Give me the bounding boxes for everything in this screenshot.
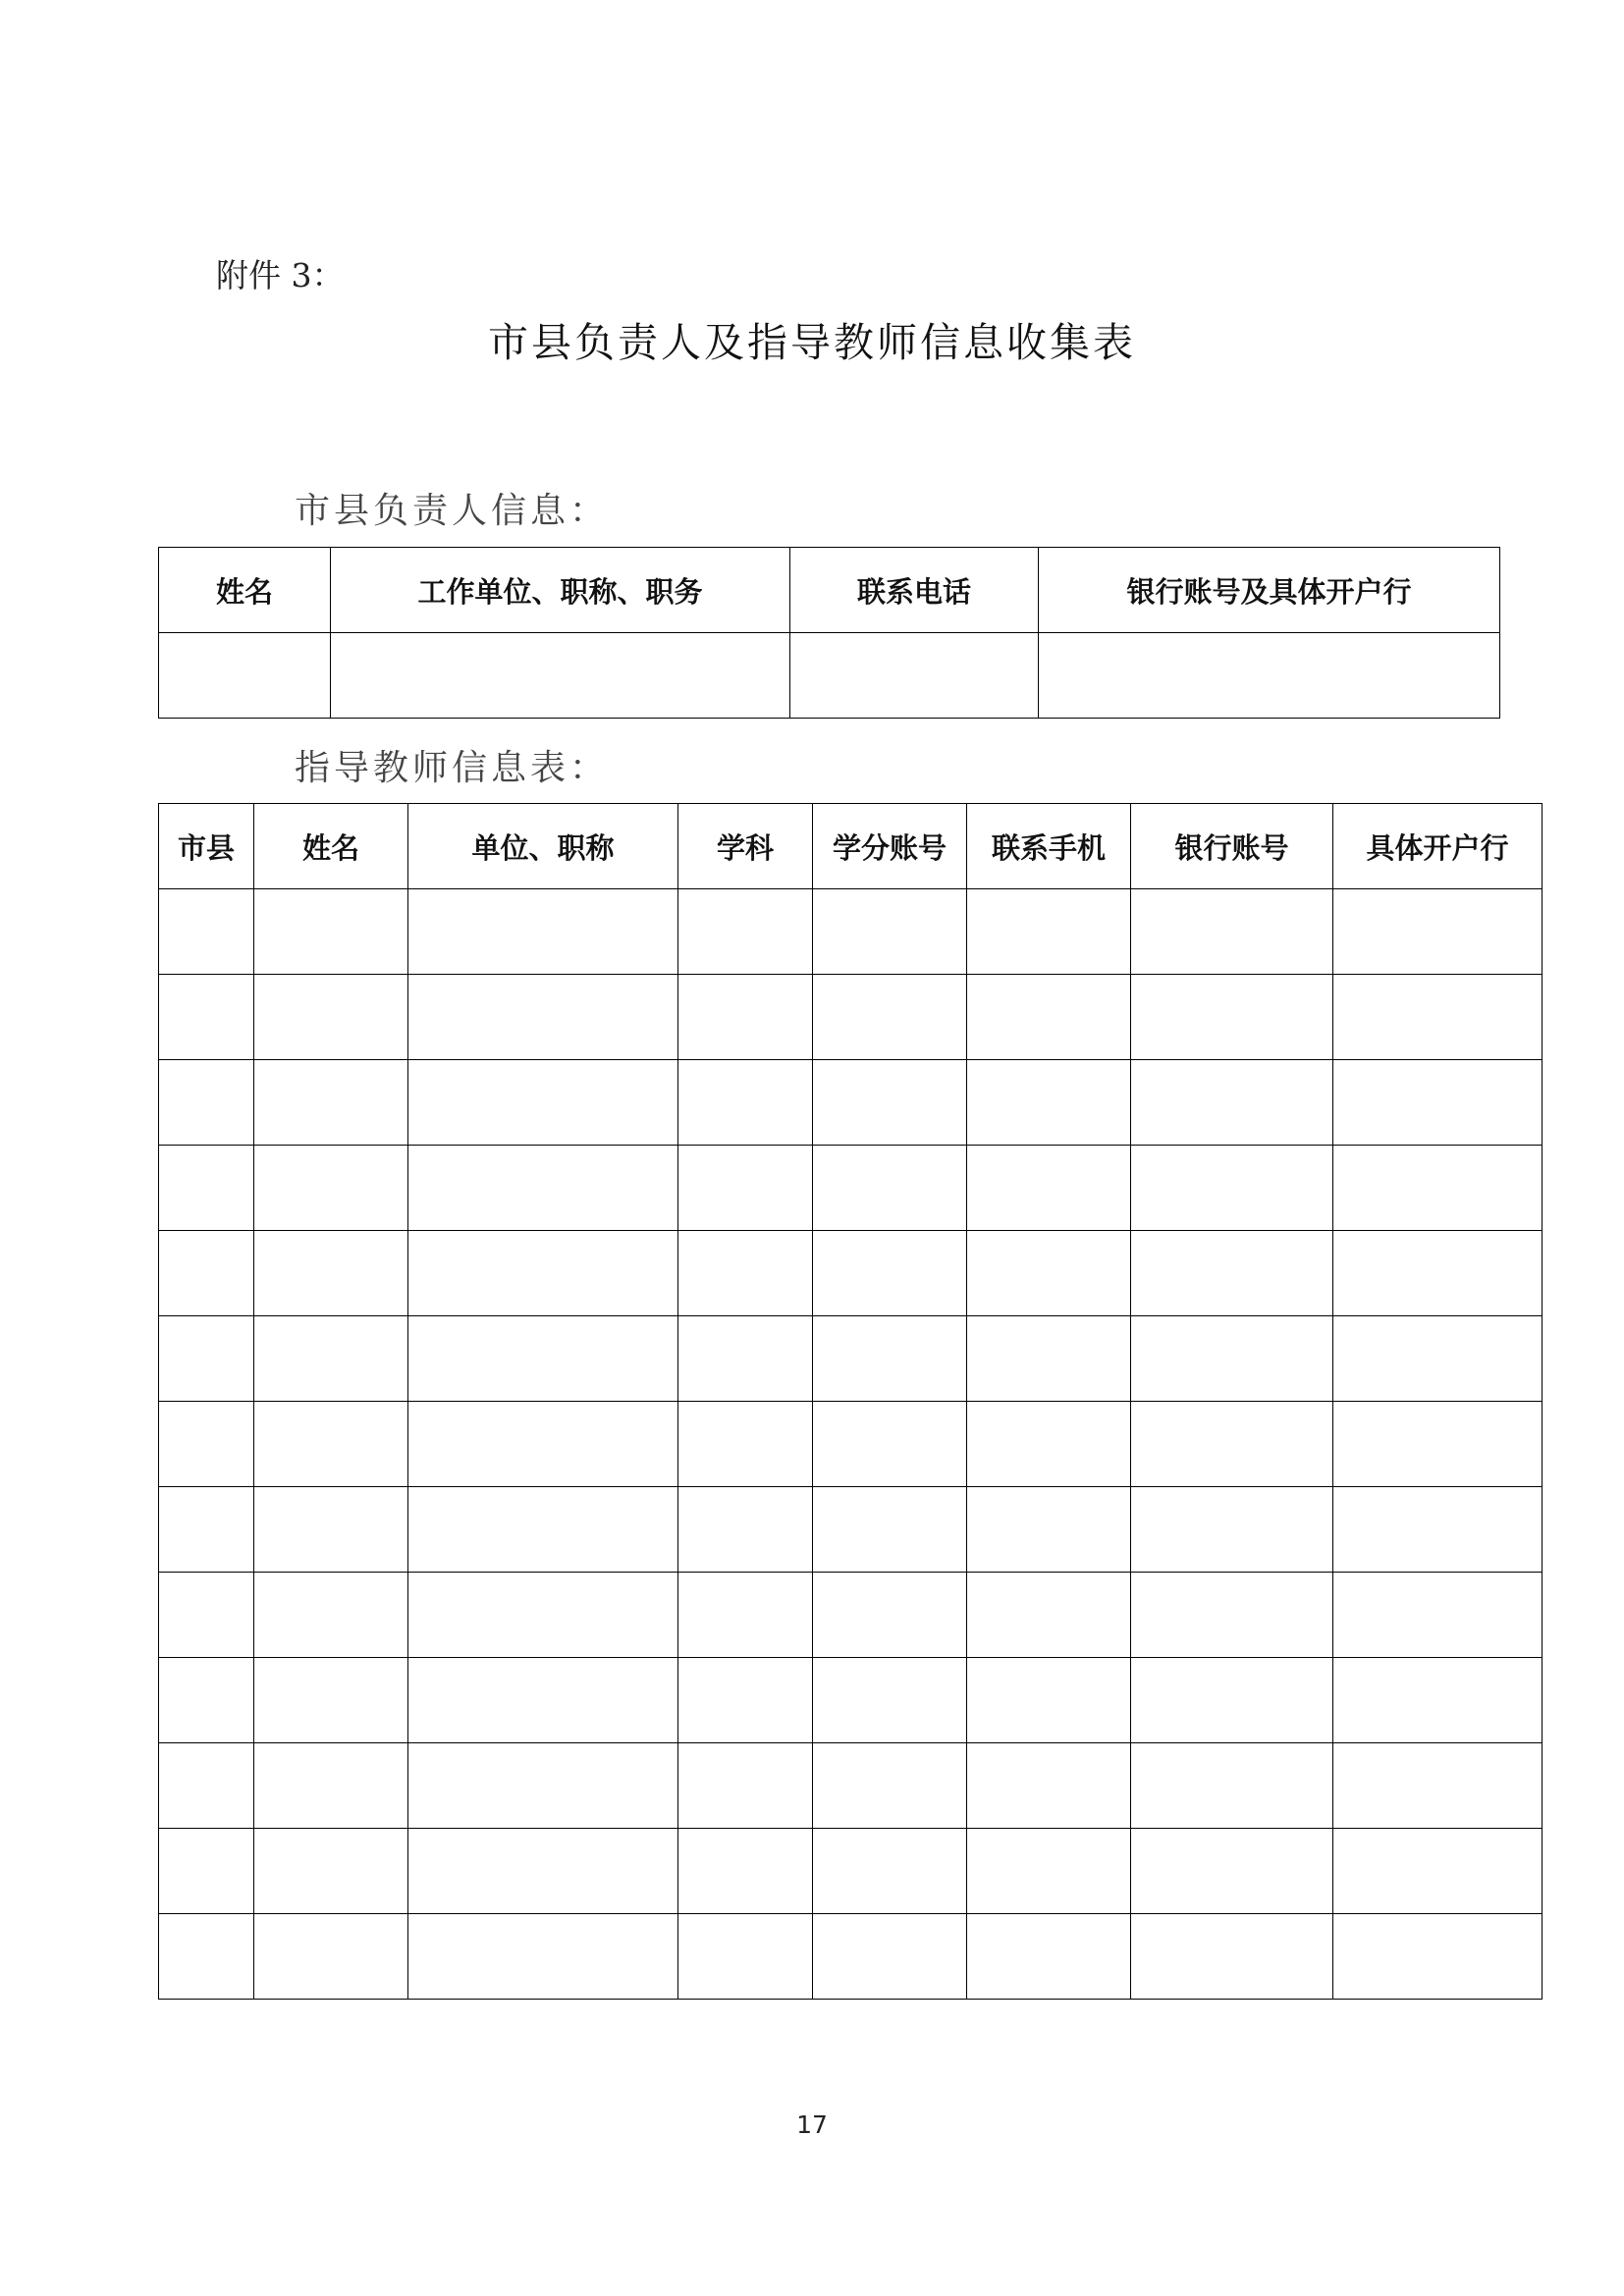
- teacher-employer-cell[interactable]: [408, 1060, 678, 1146]
- leader-col-name-header: 姓名: [159, 548, 331, 633]
- teacher-county-cell[interactable]: [159, 1316, 254, 1402]
- teacher-bank-branch-cell[interactable]: [1333, 1487, 1543, 1573]
- teacher-name-cell[interactable]: [254, 1829, 408, 1914]
- teacher-name-cell[interactable]: [254, 1743, 408, 1829]
- teacher-name-cell[interactable]: [254, 1402, 408, 1487]
- teacher-bank-account-cell[interactable]: [1131, 1573, 1333, 1658]
- teacher-mobile-cell[interactable]: [967, 1060, 1131, 1146]
- teacher-employer-cell[interactable]: [408, 1573, 678, 1658]
- teacher-bank-branch-cell[interactable]: [1333, 889, 1543, 975]
- teacher-subject-cell[interactable]: [678, 1914, 813, 2000]
- teacher-county-cell[interactable]: [159, 1658, 254, 1743]
- teacher-bank-account-cell[interactable]: [1131, 1743, 1333, 1829]
- teacher-county-cell[interactable]: [159, 1402, 254, 1487]
- teacher-section-heading: 指导教师信息表：: [295, 748, 610, 788]
- teacher-mobile-cell[interactable]: [967, 1914, 1131, 2000]
- teacher-subject-cell[interactable]: [678, 1829, 813, 1914]
- attachment-label: 附件 3：: [216, 256, 345, 294]
- teacher-subject-cell[interactable]: [678, 1487, 813, 1573]
- teacher-employer-cell[interactable]: [408, 1829, 678, 1914]
- teacher-subject-cell[interactable]: [678, 1316, 813, 1402]
- teacher-col-employer-header: 单位、职称: [408, 804, 678, 889]
- teacher-subject-cell[interactable]: [678, 1060, 813, 1146]
- teacher-entry-row: [159, 1231, 1543, 1316]
- teacher-county-cell[interactable]: [159, 1573, 254, 1658]
- teacher-bank-branch-cell[interactable]: [1333, 1060, 1543, 1146]
- teacher-employer-cell[interactable]: [408, 1146, 678, 1231]
- teacher-mobile-cell[interactable]: [967, 1743, 1131, 1829]
- teacher-entry-row: [159, 1316, 1543, 1402]
- teacher-county-cell[interactable]: [159, 1146, 254, 1231]
- teacher-col-name-header: 姓名: [254, 804, 408, 889]
- teacher-bank-branch-cell[interactable]: [1333, 1231, 1543, 1316]
- teacher-bank-account-cell[interactable]: [1131, 1060, 1333, 1146]
- teacher-credit-account-cell[interactable]: [813, 1060, 967, 1146]
- teacher-bank-account-cell[interactable]: [1131, 1487, 1333, 1573]
- teacher-employer-cell[interactable]: [408, 1402, 678, 1487]
- teacher-employer-cell[interactable]: [408, 975, 678, 1060]
- teacher-subject-cell[interactable]: [678, 1743, 813, 1829]
- teacher-header-row: [159, 804, 1543, 889]
- teacher-employer-cell[interactable]: [408, 1487, 678, 1573]
- leader-header-row: [159, 548, 1500, 633]
- teacher-credit-account-cell[interactable]: [813, 1914, 967, 2000]
- leader-info-table: [158, 547, 1500, 719]
- teacher-credit-account-cell[interactable]: [813, 1231, 967, 1316]
- teacher-mobile-cell[interactable]: [967, 1487, 1131, 1573]
- teacher-credit-account-cell[interactable]: [813, 1487, 967, 1573]
- teacher-credit-account-cell[interactable]: [813, 1743, 967, 1829]
- teacher-bank-account-cell[interactable]: [1131, 1658, 1333, 1743]
- teacher-bank-account-cell[interactable]: [1131, 1146, 1333, 1231]
- teacher-bank-account-cell[interactable]: [1131, 889, 1333, 975]
- teacher-county-cell[interactable]: [159, 1914, 254, 2000]
- teacher-info-table: [158, 803, 1543, 2000]
- teacher-mobile-cell[interactable]: [967, 1573, 1131, 1658]
- teacher-credit-account-cell[interactable]: [813, 975, 967, 1060]
- leader-section-heading: 市县负责人信息：: [295, 491, 610, 531]
- teacher-subject-cell[interactable]: [678, 1658, 813, 1743]
- teacher-name-cell[interactable]: [254, 1231, 408, 1316]
- teacher-col-bank-account-header: 银行账号: [1131, 804, 1333, 889]
- teacher-mobile-cell[interactable]: [967, 1231, 1131, 1316]
- teacher-bank-branch-cell[interactable]: [1333, 1316, 1543, 1402]
- teacher-employer-cell[interactable]: [408, 1316, 678, 1402]
- teacher-mobile-cell[interactable]: [967, 975, 1131, 1060]
- teacher-bank-account-cell[interactable]: [1131, 1402, 1333, 1487]
- teacher-bank-account-cell[interactable]: [1131, 975, 1333, 1060]
- teacher-county-cell[interactable]: [159, 1487, 254, 1573]
- teacher-bank-branch-cell[interactable]: [1333, 1829, 1543, 1914]
- leader-col-bank-header: 银行账号及具体开户行: [1039, 548, 1500, 633]
- teacher-county-cell[interactable]: [159, 1231, 254, 1316]
- teacher-name-cell[interactable]: [254, 1658, 408, 1743]
- leader-col-phone-header: 联系电话: [790, 548, 1039, 633]
- page-title: 市县负责人及指导教师信息收集表: [488, 319, 1136, 366]
- teacher-name-cell[interactable]: [254, 1146, 408, 1231]
- teacher-entry-row: [159, 889, 1543, 975]
- teacher-name-cell[interactable]: [254, 975, 408, 1060]
- teacher-entry-row: [159, 1402, 1543, 1487]
- teacher-mobile-cell[interactable]: [967, 1146, 1131, 1231]
- teacher-county-cell[interactable]: [159, 975, 254, 1060]
- teacher-subject-cell[interactable]: [678, 1146, 813, 1231]
- teacher-employer-cell[interactable]: [408, 1743, 678, 1829]
- teacher-county-cell[interactable]: [159, 1829, 254, 1914]
- teacher-name-cell[interactable]: [254, 1487, 408, 1573]
- teacher-name-cell[interactable]: [254, 1060, 408, 1146]
- teacher-col-bank-branch-header: 具体开户行: [1333, 804, 1543, 889]
- teacher-table-body: [159, 889, 1543, 2000]
- teacher-credit-account-cell[interactable]: [813, 1658, 967, 1743]
- teacher-mobile-cell[interactable]: [967, 1658, 1131, 1743]
- teacher-mobile-cell[interactable]: [967, 1402, 1131, 1487]
- teacher-name-cell[interactable]: [254, 889, 408, 975]
- teacher-col-county-header: 市县: [159, 804, 254, 889]
- teacher-entry-row: [159, 1487, 1543, 1573]
- leader-employer-cell[interactable]: [331, 633, 790, 719]
- teacher-employer-cell[interactable]: [408, 1658, 678, 1743]
- teacher-employer-cell[interactable]: [408, 889, 678, 975]
- teacher-bank-branch-cell[interactable]: [1333, 1402, 1543, 1487]
- teacher-employer-cell[interactable]: [408, 1231, 678, 1316]
- teacher-subject-cell[interactable]: [678, 1573, 813, 1658]
- teacher-credit-account-cell[interactable]: [813, 1146, 967, 1231]
- teacher-bank-branch-cell[interactable]: [1333, 975, 1543, 1060]
- teacher-bank-branch-cell[interactable]: [1333, 1658, 1543, 1743]
- teacher-bank-account-cell[interactable]: [1131, 1914, 1333, 2000]
- teacher-subject-cell[interactable]: [678, 889, 813, 975]
- teacher-county-cell[interactable]: [159, 889, 254, 975]
- teacher-employer-cell[interactable]: [408, 1914, 678, 2000]
- teacher-bank-branch-cell[interactable]: [1333, 1573, 1543, 1658]
- teacher-bank-account-cell[interactable]: [1131, 1231, 1333, 1316]
- teacher-county-cell[interactable]: [159, 1060, 254, 1146]
- teacher-col-subject-header: 学科: [678, 804, 813, 889]
- leader-name-cell[interactable]: [159, 633, 331, 719]
- teacher-mobile-cell[interactable]: [967, 1829, 1131, 1914]
- teacher-credit-account-cell[interactable]: [813, 889, 967, 975]
- teacher-col-mobile-header: 联系手机: [967, 804, 1131, 889]
- teacher-bank-account-cell[interactable]: [1131, 1316, 1333, 1402]
- teacher-credit-account-cell[interactable]: [813, 1829, 967, 1914]
- teacher-entry-row: [159, 1829, 1543, 1914]
- teacher-name-cell[interactable]: [254, 1914, 408, 2000]
- leader-phone-cell[interactable]: [790, 633, 1039, 719]
- leader-col-employer-header: 工作单位、职称、职务: [331, 548, 790, 633]
- teacher-name-cell[interactable]: [254, 1316, 408, 1402]
- teacher-county-cell[interactable]: [159, 1743, 254, 1829]
- teacher-name-cell[interactable]: [254, 1573, 408, 1658]
- teacher-entry-row: [159, 1573, 1543, 1658]
- teacher-col-credit-account-header: 学分账号: [813, 804, 967, 889]
- teacher-entry-row: [159, 1658, 1543, 1743]
- teacher-credit-account-cell[interactable]: [813, 1402, 967, 1487]
- teacher-entry-row: [159, 1146, 1543, 1231]
- teacher-bank-branch-cell[interactable]: [1333, 1146, 1543, 1231]
- teacher-entry-row: [159, 1060, 1543, 1146]
- teacher-subject-cell[interactable]: [678, 975, 813, 1060]
- teacher-mobile-cell[interactable]: [967, 889, 1131, 975]
- leader-entry-row: [159, 633, 1500, 719]
- teacher-credit-account-cell[interactable]: [813, 1573, 967, 1658]
- teacher-credit-account-cell[interactable]: [813, 1316, 967, 1402]
- teacher-subject-cell[interactable]: [678, 1402, 813, 1487]
- teacher-bank-branch-cell[interactable]: [1333, 1743, 1543, 1829]
- teacher-bank-branch-cell[interactable]: [1333, 1914, 1543, 2000]
- teacher-subject-cell[interactable]: [678, 1231, 813, 1316]
- teacher-mobile-cell[interactable]: [967, 1316, 1131, 1402]
- teacher-entry-row: [159, 1914, 1543, 2000]
- page-number: 17: [796, 2110, 828, 2139]
- teacher-entry-row: [159, 1743, 1543, 1829]
- leader-bank-cell[interactable]: [1039, 633, 1500, 719]
- teacher-entry-row: [159, 975, 1543, 1060]
- teacher-bank-account-cell[interactable]: [1131, 1829, 1333, 1914]
